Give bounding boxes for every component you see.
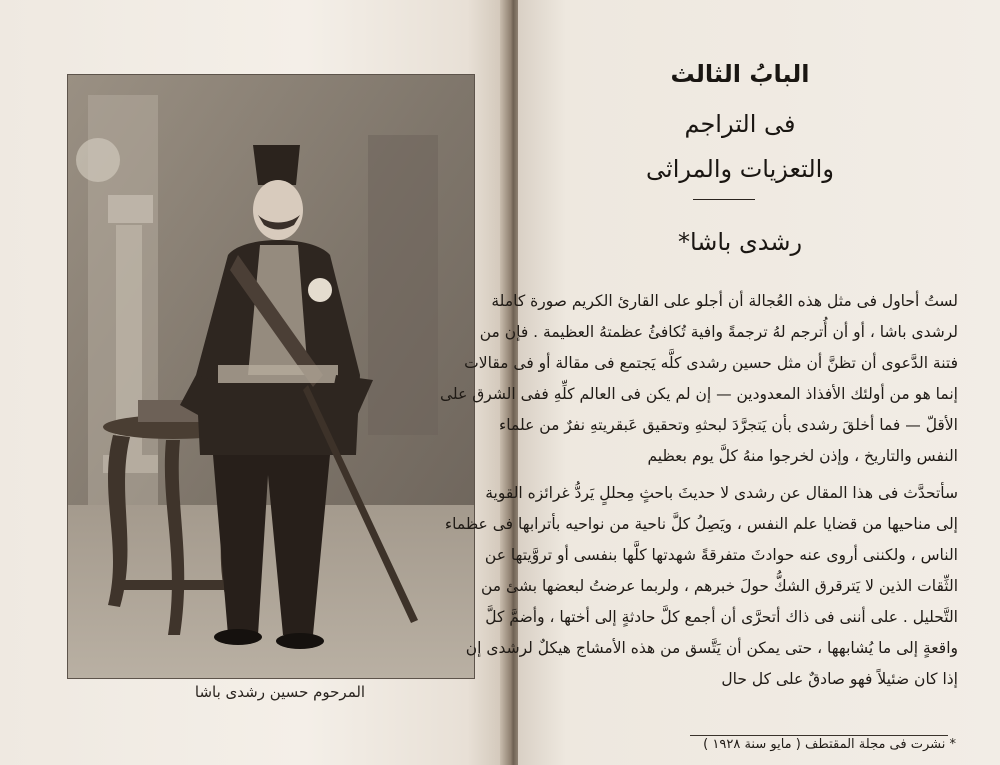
text-line: الثِّقات الذين لا يَترقرق الشكُّ حولَ خبرهم ، ولربما عرضتُ لبعضها بشئ من: [481, 577, 958, 595]
chapter-title-line-2: والتعزيات والمراثى: [646, 155, 834, 183]
text-line: إلى مناحيها من قضايا علم النفس ، ويَصِلُ كلَّ ناحية من نواحيه بأترابها فى عظماء: [444, 515, 958, 533]
footnote: * نشرت فى مجلة المقتطف ( مايو سنة ١٩٢٨ ): [703, 737, 956, 752]
title-divider: [693, 199, 755, 200]
text-line: لرشدى باشا ، أو أن أُترجم لهُ ترجمةً وافية تُكافئُ عظمتهُ العظيمة . فإن من: [479, 323, 958, 341]
text-line: سأتحدَّث فى هذا المقال عن رشدى لا حديثَ باحثٍ مِحللٍ يَردُّ غرائزه القوية: [485, 484, 958, 502]
paragraph-2: [444, 478, 958, 695]
text-line: النفس والتاريخ ، وإذن لخرجوا منهُ كلَّ يوم بعظيم: [647, 447, 958, 465]
paragraph-1: [440, 286, 958, 472]
portrait-image: [68, 75, 474, 678]
section-title: رشدى باشا*: [677, 228, 803, 256]
text-line: الناس ، ولكننى أروى عنه حوادثَ متفرقةً شهدتها كلَّها بنفسى أو تروَّيتها عن: [484, 546, 958, 564]
text-line: الأقلّ — فما أخلقَ رشدى بأن يَتجرَّدَ لبحثهِ وتحقيق عَبقريتهِ نفرٌ من علماء: [499, 416, 958, 434]
text-line: واقعةٍ إلى ما يُشابهها ، حتى يمكن أن يَتَّسق من هذه الأمشاج هيكلٌ لرشدى إن: [465, 639, 958, 657]
chapter-title-line-1: فى التراجم: [684, 110, 796, 138]
portrait-photograph: [68, 75, 474, 678]
text-line: إنما هو من أولئك الأفذاذ المعدودين — إن لم يكن فى العالم كلِّهِ ففى الشرق على: [440, 385, 958, 403]
chapter-label: البابُ الثالث: [670, 60, 810, 88]
body-text: [440, 286, 958, 695]
photo-caption: المرحوم حسين رشدى باشا: [194, 683, 366, 701]
text-line: فتنة الدَّعوى أن تظنَّ أن مثل حسين رشدى كلَّه يَجتمع فى مقالة أو فى مقالات: [464, 354, 958, 372]
footnote-divider: [690, 735, 948, 736]
text-line: التَّحليل . على أننى فى ذاك أتحرَّى أن أجمع كلَّ حادثةٍ إلى أختها ، وأضمَّ كلَّ: [485, 608, 958, 626]
text-line: إذا كان ضئيلاً فهو صادقٌ على كل حال: [721, 670, 958, 688]
text-line: لستُ أحاول فى مثل هذه العُجالة أن أجلو على القارئ الكريم صورة كاملة: [491, 292, 958, 310]
